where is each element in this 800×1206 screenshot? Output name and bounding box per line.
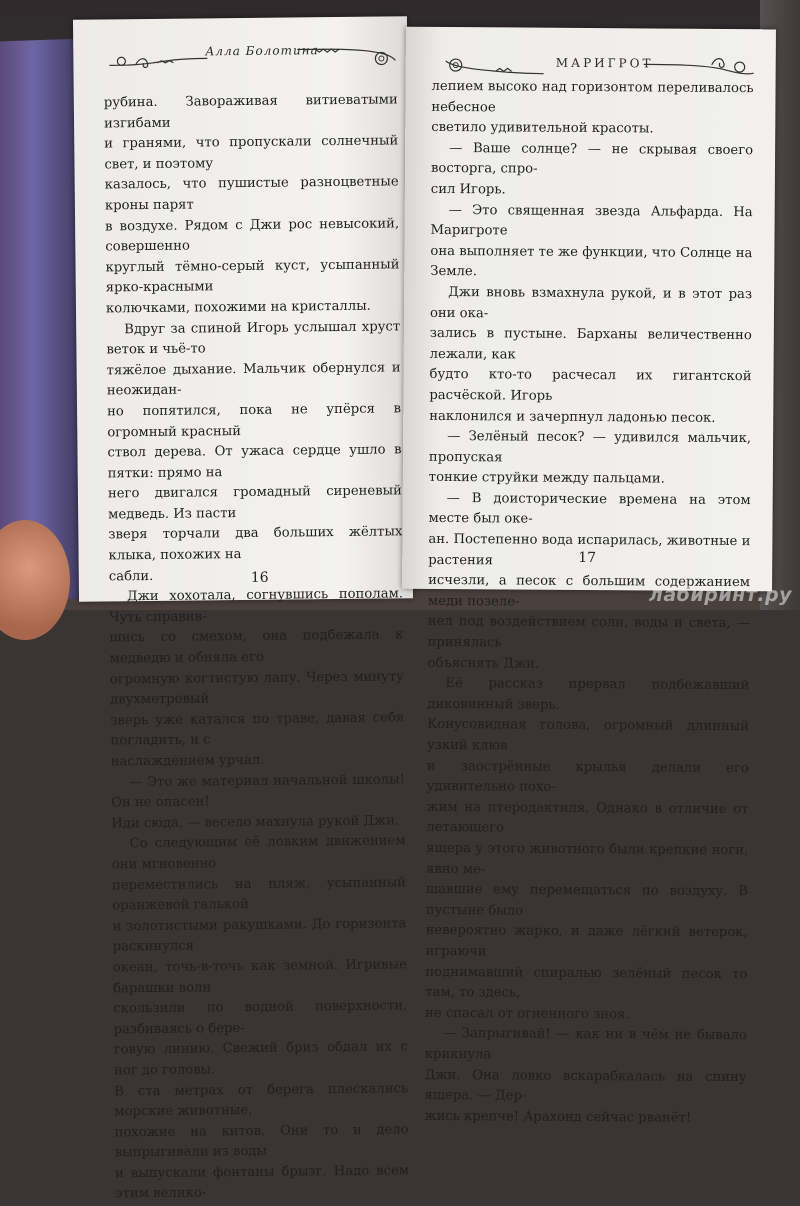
text-line: — Запрыгивай! — как ни в чём не бывало крикнула <box>424 1026 747 1063</box>
text-line: исчезли, а песок с большим содержанием меди позеле- <box>427 573 751 610</box>
text-line: колючками, похожими на кристаллы. <box>105 298 371 317</box>
text-line: казалось, что пушистые разноцветные кроны парят <box>104 174 399 214</box>
book-cover-edge <box>0 39 82 602</box>
text-line: жись крепче! Арахонд сейчас рванёт! <box>424 1108 692 1126</box>
text-line: зверь уже катался по траве, давая себя погладить, и с <box>110 710 405 749</box>
text-line: круглый тёмно-серый куст, усыпанный ярко-красными <box>105 257 400 296</box>
text-line: светило удивительной красоты. <box>431 120 654 137</box>
left-flourish-ornament <box>107 42 217 73</box>
text-line: но попятился, пока не упёрся в огромный красный <box>106 401 402 440</box>
book-title-header: МАРИГРОТ <box>555 55 654 71</box>
text-line: шись со смехом, она подбежала к медведю и обняла его <box>109 627 404 667</box>
text-line: Конусовидная голова, огромный длинный узкий клюв <box>426 717 750 754</box>
text-line: рубина. Завораживая витиеватыми изгибами <box>103 92 398 132</box>
text-line: Вдруг за спиной Игорь услышал хруст веток и чьё-то <box>106 318 401 358</box>
text-line: наслаждением урчал. <box>110 752 265 770</box>
left-page-body <box>104 90 410 1205</box>
text-line: сабли. <box>108 568 154 585</box>
text-line: зались в пустыне. Барханы величественно лежали, как <box>429 326 752 363</box>
text-line: шавшие ему перемещаться по воздуху. В пустыне было <box>425 882 748 919</box>
text-line: не спасал от огненного зноя. <box>425 1005 630 1023</box>
text-line: она выполняет те же функции, что Солнце на Земле. <box>430 243 753 280</box>
text-line: переместились на пляж, усыпанный оранжевой галькой <box>111 874 407 914</box>
text-line: Джи вновь взмахнула рукой, и в этот раз они ока- <box>429 284 753 321</box>
text-line: и заострённые крылья делали его удивительно похо- <box>426 758 749 795</box>
text-line: — Это же материал начальной школы! Он не опасен! <box>111 771 406 811</box>
right-page-number: 17 <box>578 549 597 567</box>
text-line: объяснять Джи. <box>427 655 540 672</box>
text-line: него двигался громадный сиреневый медведь. Из пасти <box>107 483 402 523</box>
text-line: Джи хохотала, согнувшись пополам. Чуть справив- <box>109 586 404 626</box>
author-header: Алла Болотина <box>205 43 319 59</box>
text-line: и золотистыми ракушками. До горизонта раскинулся <box>112 916 407 955</box>
text-line: огромную когтистую лапу. Через минуту двухметровый <box>109 668 404 708</box>
right-flourish-ornament <box>295 40 405 75</box>
text-line: — В доисторические времена на этом месте был оке- <box>428 490 751 528</box>
text-line: сил Игорь. <box>430 181 506 198</box>
text-line: — Зелёный песок? — удивился мальчик, пропуская <box>428 429 752 466</box>
text-line: тонкие струйки между пальцами. <box>428 470 665 487</box>
text-line: ящера у этого животного были крепкие ноги, явно ме- <box>426 840 749 877</box>
watermark-logo: лабиринт.ру <box>648 584 792 606</box>
text-line: похожие на китов. Они то и дело выпрыгивали из воды <box>114 1121 409 1161</box>
text-line: зверя торчали два больших жёлтых клыка, похожих на <box>108 524 403 564</box>
text-line: в воздухе. Рядом с Джи рос невысокий, совершенно <box>105 215 400 255</box>
text-line: лепием высоко над горизонтом переливалось небесное <box>431 78 754 115</box>
text-line: наклонился и зачерпнул ладонью песок. <box>429 408 716 426</box>
text-line: и гранями, что пропускали солнечный свет, и поэтому <box>104 133 399 173</box>
text-line: невероятно жарко, и даже лёгкий ветерок, играючи <box>425 923 748 960</box>
text-line: поднимавший спиралью зелёный песок то там, то здесь, <box>425 964 748 1001</box>
text-line: говую линию. Свежий бриз обдал их с ног до головы. <box>113 1039 408 1079</box>
left-page <box>73 16 413 1202</box>
text-line: Со следующим её ловким движением они мгновенно <box>111 833 406 873</box>
left-page-header <box>73 34 407 77</box>
text-line: В ста метрах от берега плескались морские животные, <box>114 1080 409 1120</box>
text-line: — Это священная звезда Альфарда. На Маригроте <box>430 202 753 239</box>
text-line: будто кто-то расчесал их гигантской расчёской. Игорь <box>429 367 752 404</box>
text-line: и выпускали фонтаны брызг. Надо всем этим велико- <box>114 1163 410 1202</box>
text-line: скользили по водной поверхности, разбиваясь о бере- <box>113 998 408 1038</box>
text-line: Джи. Она ловко вскарабкалась на спину ящера. — Дер- <box>424 1067 747 1104</box>
text-line: тяжёлое дыхание. Мальчик обернулся и неожидан- <box>106 360 401 399</box>
text-line: жим на птеродактиля. Однако в отличие от летающего <box>426 799 749 836</box>
text-line: ан. Постепенно вода испарилась, животные и растения <box>428 531 751 568</box>
text-line: ствол дерева. От ужаса сердце ушло в пятки: прямо на <box>107 442 402 482</box>
left-page-number: 16 <box>250 569 269 586</box>
text-line: океан, точь-в-точь как земной. Игривые барашки волн <box>112 957 407 996</box>
text-line: — Ваше солнце? — не скрывая своего восторга, спро- <box>430 140 754 178</box>
text-line: Её рассказ прервал подбежавший диковинный зверь. <box>427 676 750 713</box>
text-line: нел под воздействием соли, воды и света, — принялась <box>427 614 750 651</box>
text-line: Иди сюда, — весело махнула рукой Джи. <box>111 813 400 832</box>
